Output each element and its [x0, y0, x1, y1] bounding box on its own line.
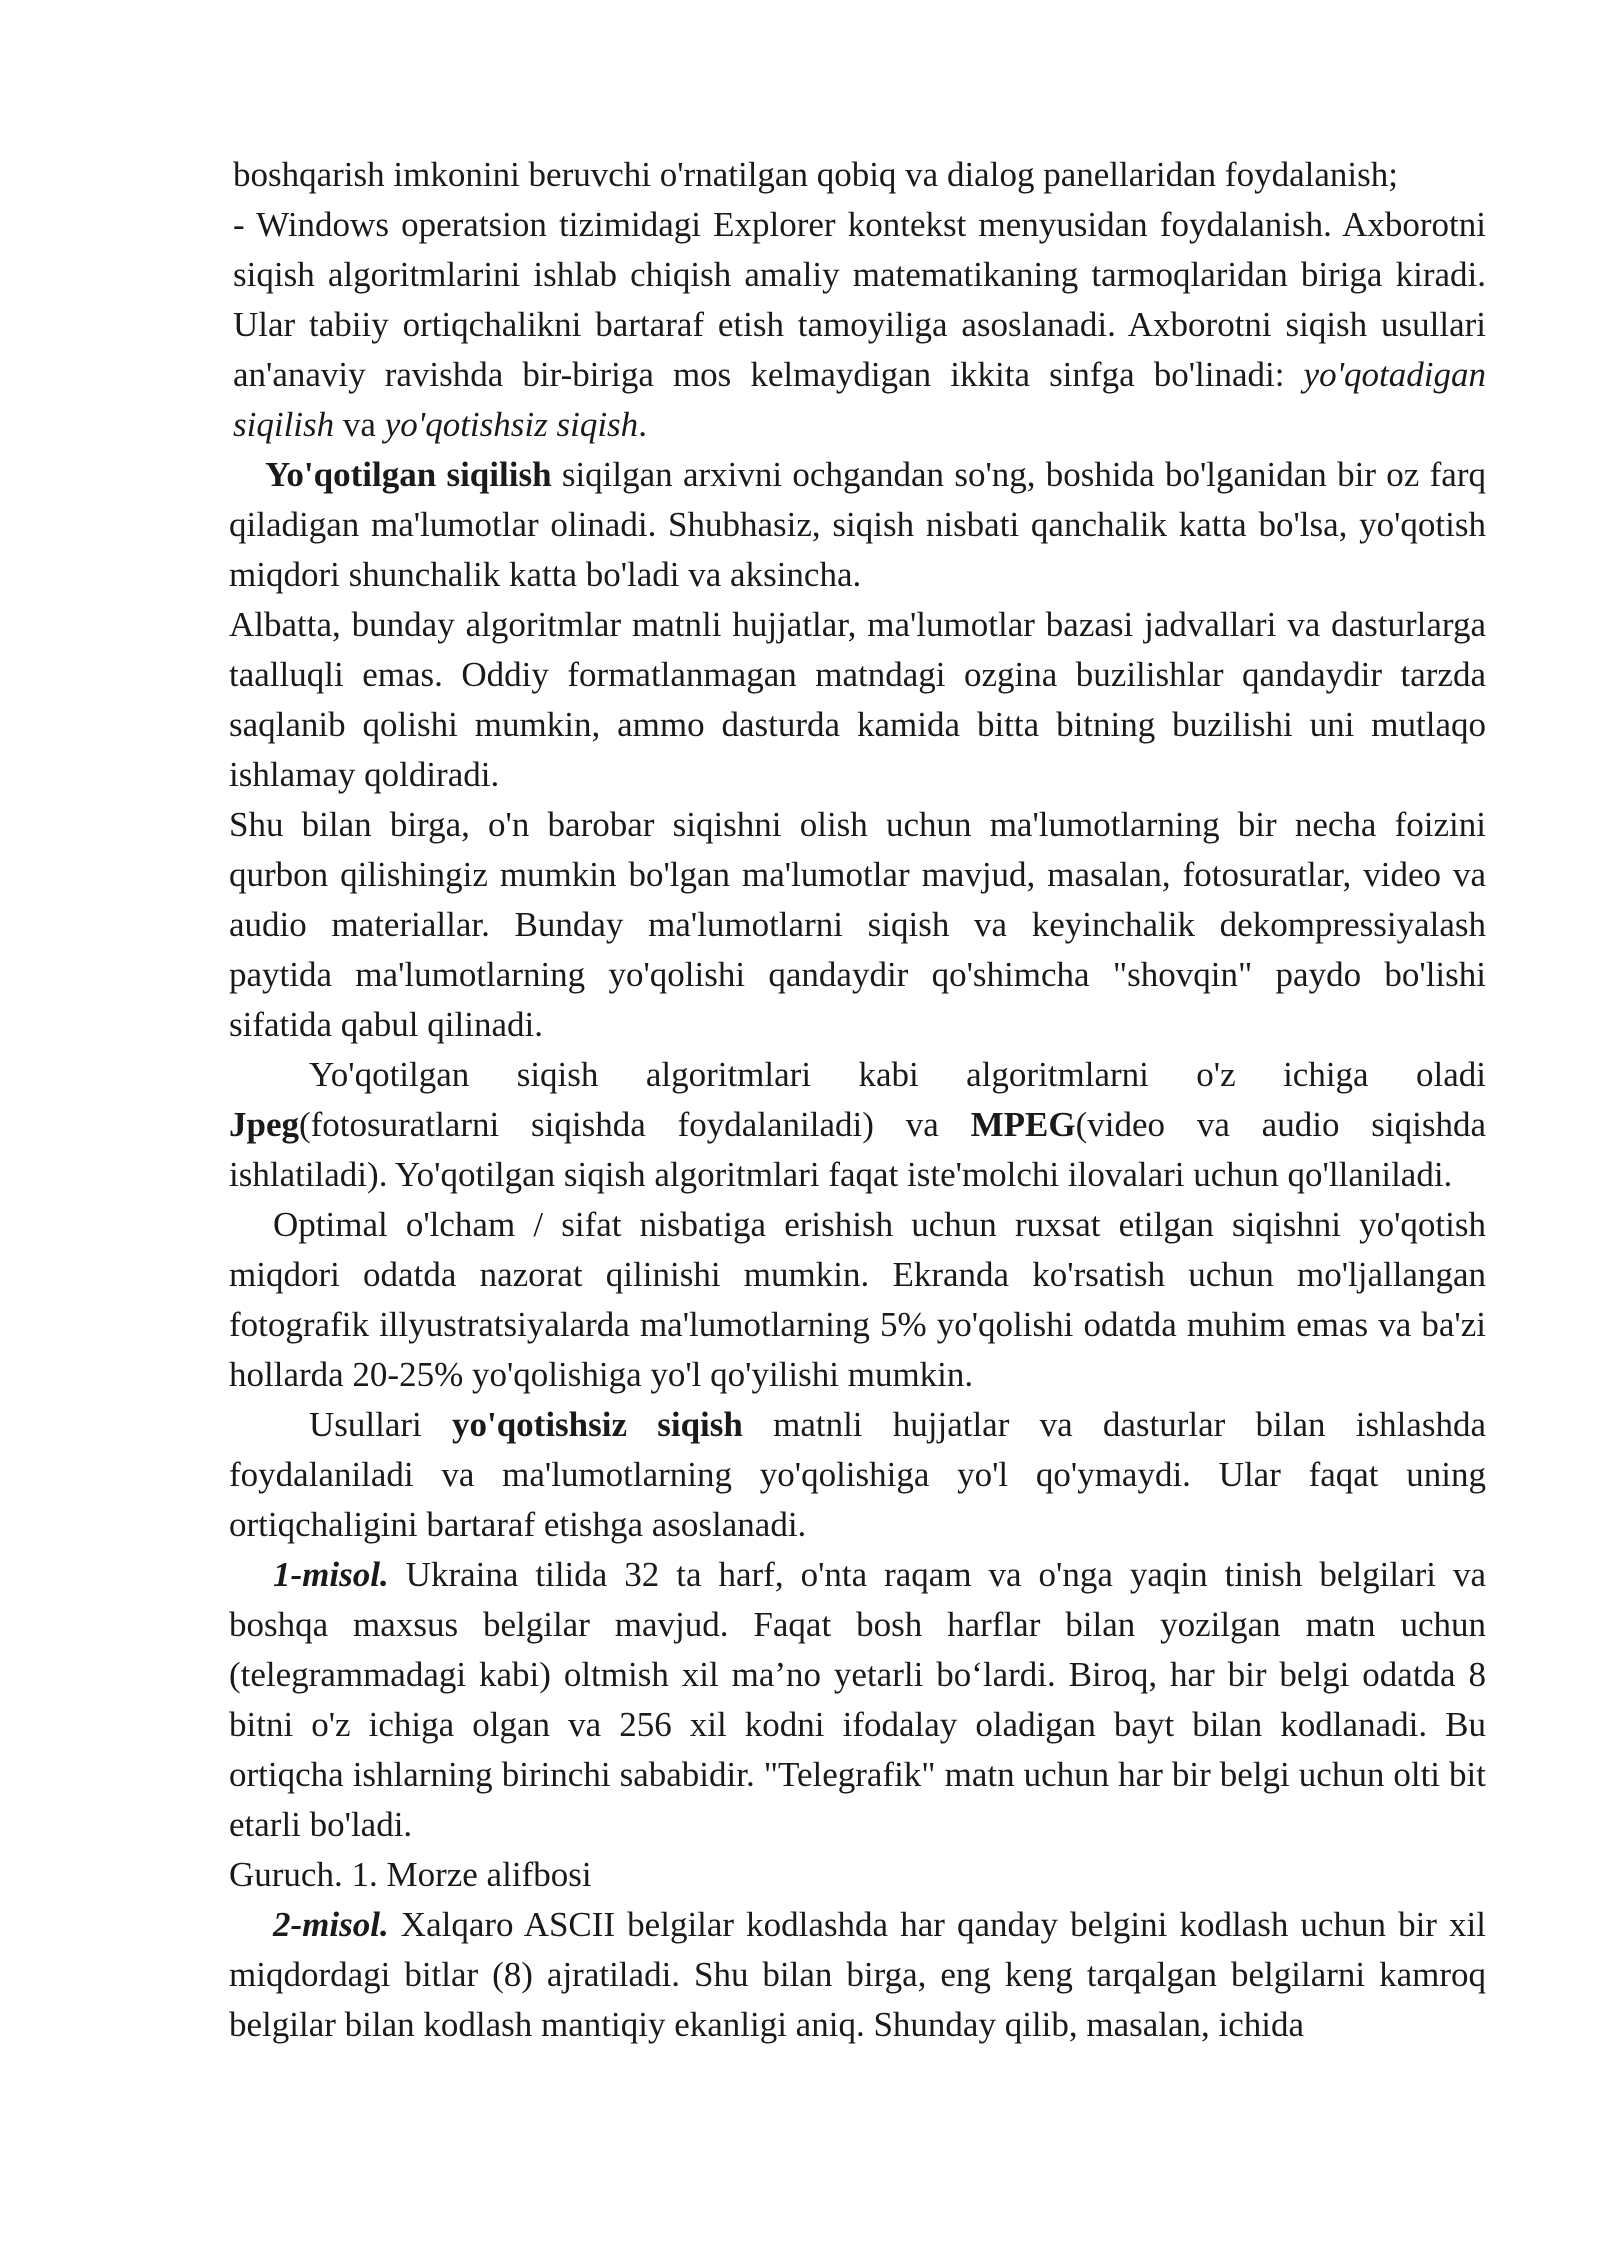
bold-term-jpeg: Jpeg [229, 1105, 299, 1144]
paragraph-lossless-methods [229, 1400, 1486, 1550]
text-run: . [638, 405, 647, 444]
example-1-label: 1-misol. [273, 1555, 389, 1594]
text-run: va [334, 405, 385, 444]
bold-term-lossless: yo'qotishsiz siqish [451, 1405, 743, 1444]
text-run: Ukraina tilida 32 ta harf, o'nta raqam va o'nga yaqin tinish belgilari va boshqa maxsus belgilar mavjud. Faqat bosh harflar bilan yozilgan matn uchun (telegrammadagi kabi) oltmish xil ma’no yetarli bo‘lardi. Biroq, har bir belgi odatda 8 bitni o'z ichiga olgan va 256 xil kodni ifodalay oladigan bayt bilan kodlanadi. Bu ortiqcha ishlarning birinchi sababidir. "Telegrafik" matn uchun har bir belgi uchun olti bit etarli bo'ladi. [229, 1555, 1486, 1844]
bold-term-lossy-compression: Yo'qotilgan siqilish [265, 455, 552, 494]
text-run: Axborotni siqish algoritmlarini ishlab chiqish amaliy matematikaning tarmoqlaridan biriga kiradi. Ular tabiiy ortiqchalikni bartaraf etish tamoyiliga asoslanadi. Axborotni siqish usullari an'anaviy ravishda bir-biriga mos kelmaydigan ikkita sinfga bo'linadi: [233, 205, 1486, 394]
document-page [229, 150, 1486, 2050]
text-run: Optimal o'lcham / sifat nisbatiga erishish uchun ruxsat etilgan siqishni yo'qotish miqdori odatda nazorat qilinishi mumkin. Ekranda ko'rsatish uchun mo'ljallangan fotografik illyustratsiyalarda ma'lumotlarning 5% yo'qolishi odatda muhim emas va ba'zi hollarda 20-25% yo'qolishiga yo'l qo'yilishi mumkin. [229, 1205, 1486, 1394]
text-run: Albatta, bunday algoritmlar matnli hujjatlar, ma'lumotlar bazasi jadvallari va dasturlarga taalluqli emas. Oddiy formatlanmagan matndagi ozgina buzilishlar qandaydir tarzda saqlanib qolishi mumkin, ammo dasturda kamida bitta bitning buzilishi uni mutlaqo ishlamay qoldiradi. [229, 605, 1486, 794]
paragraph-lossy-algorithms [229, 1050, 1486, 1200]
figure-caption-morse [229, 1850, 1486, 1900]
text-run: Shu bilan birga, o'n barobar siqishni olish uchun ma'lumotlarning bir necha foizini qurbon qilishingiz mumkin bo'lgan ma'lumotlar mavjud, masalan, fotosuratlar, video va audio materiallar. Bunday ma'lumotlarni siqish va keyinchalik dekompressiyalash paytida ma'lumotlarning yo'qolishi qandaydir qo'shimcha "shovqin" paydo bo'lishi sifatida qabul qilinadi. [229, 805, 1486, 1044]
paragraph-compression-intro [233, 150, 1486, 450]
bold-term-mpeg: MPEG [970, 1105, 1076, 1144]
text-line: - Windows operatsion tizimidagi Explorer kontekst menyusidan foydalanish. [233, 205, 1332, 244]
text-run: siqilgan arxivni ochgandan so'ng, boshida bo'lganidan bir oz farq qiladigan ma'lumotlar olinadi. Shubhasiz, siqish nisbati qanchalik katta bo'lsa, yo'qotish miqdori shunchalik katta bo'ladi va aksincha. [229, 455, 1486, 594]
paragraph-media-data [229, 800, 1486, 1050]
caption-text: Guruch. 1. Morze alifbosi [229, 1855, 592, 1894]
text-line: boshqarish imkonini beruvchi o'rnatilgan qobiq va dialog panellaridan foydalanish; [233, 155, 1398, 194]
example-2-label: 2-misol. [273, 1905, 389, 1944]
paragraph-example-2 [229, 1900, 1486, 2050]
text-run: Yo'qotilgan siqish algoritmlari kabi algoritmlarni o'z ichiga oladi [309, 1055, 1486, 1094]
paragraph-lossy-compression [229, 450, 1486, 600]
text-run: Xalqaro ASCII belgilar kodlashda har qanday belgini kodlash uchun bir xil miqdordagi bitlar (8) ajratiladi. Shu bilan birga, eng keng tarqalgan belgilarni kamroq belgilar bilan kodlash mantiqiy ekanligi aniq. Shunday qilib, masalan, ichida [229, 1905, 1486, 2044]
paragraph-optimal-ratio [229, 1200, 1486, 1400]
text-run: (video va audio siqishda ishlatiladi). Yo'qotilgan siqish algoritmlari faqat iste'molchi ilovalari uchun qo'llaniladi. [229, 1105, 1486, 1194]
paragraph-algorithms-not-for-text [229, 600, 1486, 800]
italic-term-lossy: yo'qotadigan siqilish [233, 355, 1486, 444]
text-run: (fotosuratlarni siqishda foydalaniladi) va [299, 1105, 971, 1144]
text-run: matnli hujjatlar va dasturlar bilan ishlashda foydalaniladi va ma'lumotlarning yo'qolishiga yo'l qo'ymaydi. Ular faqat uning ortiqchaligini bartaraf etishga asoslanadi. [229, 1405, 1486, 1544]
text-run: Usullari [309, 1405, 452, 1444]
paragraph-example-1 [229, 1550, 1486, 1850]
italic-term-lossless: yo'qotishsiz siqish [384, 405, 639, 444]
